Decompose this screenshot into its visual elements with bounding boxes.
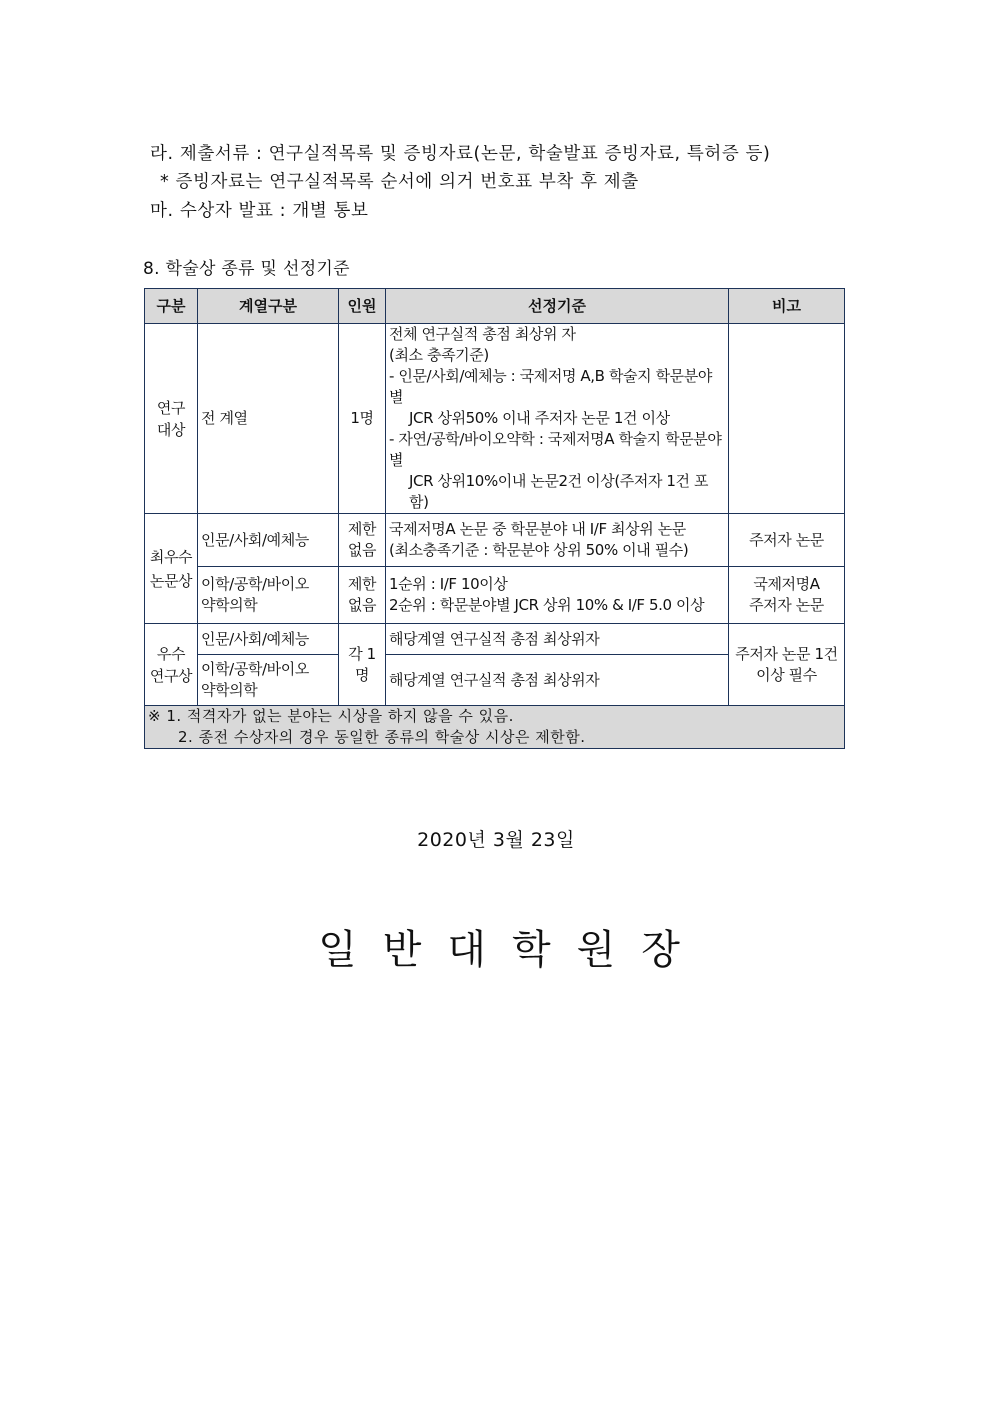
issue-date: 2020년 3월 23일: [417, 829, 575, 851]
excellent-criteria-1: 해당계열 연구실적 총점 최상위자: [386, 624, 729, 655]
best-paper-criteria-1: [386, 514, 729, 567]
header-field: 계열구분: [198, 289, 339, 324]
research-note: [729, 324, 845, 514]
table-header-row: [145, 289, 845, 324]
table-row-best-paper-1: [145, 514, 845, 567]
criteria-line: (최소 충족기준): [389, 346, 489, 364]
research-field: 전 계열: [198, 324, 339, 514]
table-row-research: [145, 324, 845, 514]
best-paper-field-2: 이학/공학/바이오 약학의학: [198, 567, 339, 624]
award-criteria-table: [144, 288, 845, 749]
best-paper-count-1: 제한 없음: [339, 514, 386, 567]
criteria-line: - 자연/공학/바이오약학 : 국제저명A 학술지 학문분야별: [389, 430, 722, 469]
excellent-category: 우수 연구상: [145, 624, 198, 706]
criteria-line: 국제저명A 논문 중 학문분야 내 I/F 최상위 논문: [389, 520, 686, 538]
note-line: ※ 1. 적격자가 없는 분야는 시상을 하지 않을 수 있음.: [148, 707, 514, 725]
table-row-best-paper-2: [145, 567, 845, 624]
criteria-line: - 인문/사회/예체능 : 국제저명 A,B 학술지 학문분야별: [389, 367, 712, 406]
research-category: 연구 대상: [145, 324, 198, 514]
header-criteria: 선정기준: [386, 289, 729, 324]
excellent-note: 주저자 논문 1건 이상 필수: [729, 624, 845, 706]
section-title: 8. 학술상 종류 및 선정기준: [143, 259, 350, 279]
header-category: 구분: [145, 289, 198, 324]
header-note: 비고: [729, 289, 845, 324]
research-criteria: [386, 324, 729, 514]
note-line: 2. 종전 수상자의 경우 동일한 종류의 학술상 시상은 제한함.: [178, 728, 586, 746]
announcement-line: 마. 수상자 발표 : 개별 통보: [150, 201, 369, 221]
table-row-excellent-1: [145, 624, 845, 655]
evidence-note-line: * 증빙자료는 연구실적목록 순서에 의거 번호표 부착 후 제출: [160, 172, 639, 192]
submission-docs-line: 라. 제출서류 : 연구실적목록 및 증빙자료(논문, 학술발표 증빙자료, 특허증 등): [150, 144, 771, 164]
table-notes: [145, 706, 845, 749]
best-paper-field-1: 인문/사회/예체능: [198, 514, 339, 567]
best-paper-note-1: 주저자 논문: [729, 514, 845, 567]
header-count: 인원: [339, 289, 386, 324]
criteria-line: JCR 상위10%이내 논문2건 이상(주저자 1건 포함): [409, 472, 709, 511]
signature-title: 일반대학원장: [318, 927, 706, 973]
best-paper-count-2: 제한 없음: [339, 567, 386, 624]
excellent-count: 각 1명: [339, 624, 386, 706]
excellent-field-2: 이학/공학/바이오 약학의학: [198, 655, 339, 706]
criteria-line: (최소충족기준 : 학문분야 상위 50% 이내 필수): [389, 541, 689, 559]
criteria-line: 전체 연구실적 총점 최상위 자: [389, 325, 576, 343]
criteria-line: 2순위 : 학문분야별 JCR 상위 10% & I/F 5.0 이상: [389, 596, 705, 614]
table-notes-row: [145, 706, 845, 749]
excellent-field-1: 인문/사회/예체능: [198, 624, 339, 655]
best-paper-criteria-2: [386, 567, 729, 624]
criteria-line: JCR 상위50% 이내 주저자 논문 1건 이상: [409, 409, 670, 427]
excellent-criteria-2: 해당계열 연구실적 총점 최상위자: [386, 655, 729, 706]
research-count: 1명: [339, 324, 386, 514]
criteria-line: 1순위 : I/F 10이상: [389, 575, 508, 593]
best-paper-note-2: 국제저명A 주저자 논문: [729, 567, 845, 624]
best-paper-category: 최우수 논문상: [145, 514, 198, 624]
